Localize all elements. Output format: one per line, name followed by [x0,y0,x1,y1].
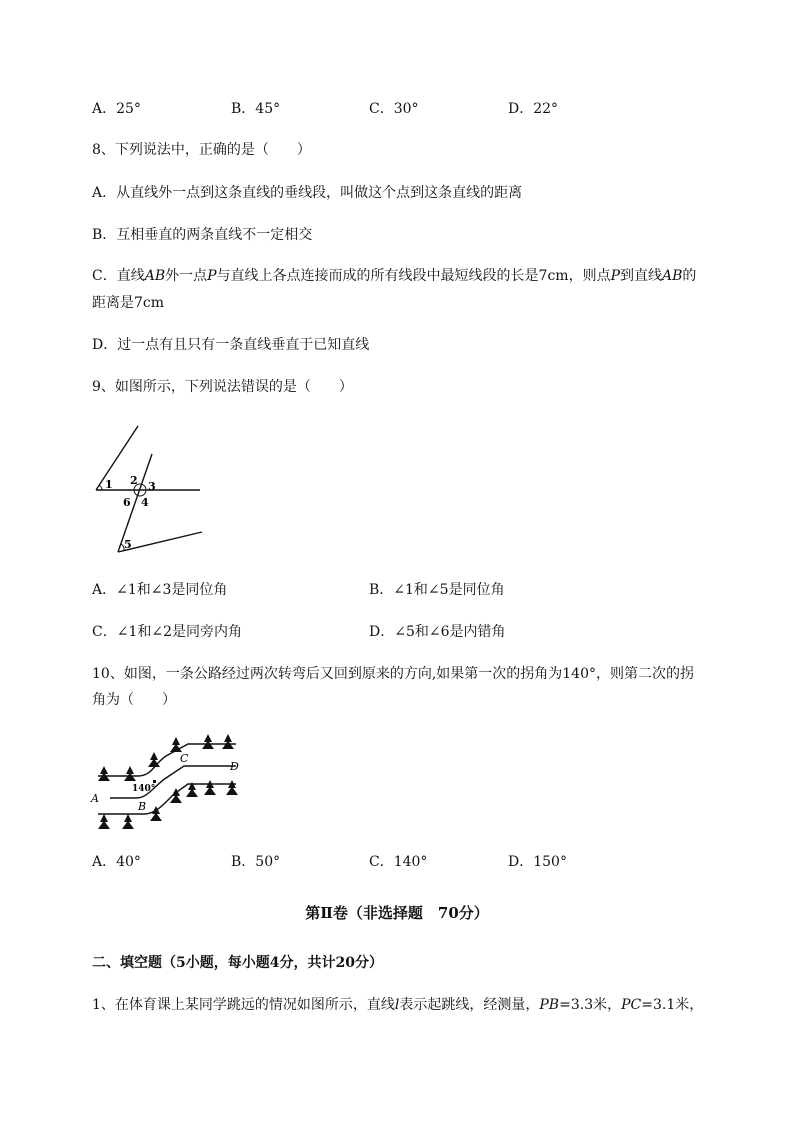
q10-option-d: D．150° [508,854,567,870]
fill-blank-q1: 1、在体育课上某同学跳远的情况如图所示，直线l表示起跳线，经测量，PB=3.3米，PC=3.1米， [92,997,704,1013]
q10-option-a: A．40° [92,854,141,870]
q9-label-5: 5 [124,538,132,551]
q10-label-d: D [230,760,239,773]
q9-label-2: 2 [130,474,138,487]
q8-option-c-line2: 距离是7cm [92,295,165,311]
q10-label-c: C [180,752,189,765]
q7-option-a: A．25° [92,101,141,117]
q10-label-a: A [91,792,99,805]
fill-blank-heading: 二、填空题（5小题，每小题4分，共计20分） [92,955,383,971]
q8-stem: 8、下列说法中，正确的是（ ） [92,142,311,158]
q9-option-a: A．∠1和∠3是同位角 [92,582,228,598]
q8-option-a: A．从直线外一点到这条直线的垂线段，叫做这个点到这条直线的距离 [92,185,523,201]
q9-label-1: 1 [105,478,113,491]
q10-figure [88,728,248,834]
q10-stem-line2: 角为（ ） [92,692,176,708]
q10-stem-line1: 10、如图，一条公路经过两次转弯后又回到原来的方向,如果第一次的拐角为140°，则第二次的拐 [92,666,694,682]
q7-option-c: C．30° [369,101,419,117]
q10-angle-label: 140° [132,784,156,794]
q9-label-4: 4 [141,496,149,509]
q9-figure [90,422,210,560]
q9-option-b: B．∠1和∠5是同位角 [369,582,505,598]
q9-option-c: C．∠1和∠2是同旁内角 [92,624,242,640]
q10-option-b: B．50° [231,854,281,870]
q9-label-6: 6 [123,496,131,509]
q10-label-b: B [138,800,147,813]
section-2-title: 第Ⅱ卷（非选择题 70分） [305,904,489,922]
q9-option-d: D．∠5和∠6是内错角 [369,624,506,640]
q10-option-c: C．140° [369,854,428,870]
q7-option-b: B．45° [231,101,281,117]
q8-option-d: D．过一点有且只有一条直线垂直于已知直线 [92,337,370,353]
q8-option-b: B．互相垂直的两条直线不一定相交 [92,227,313,243]
q9-stem: 9、如图所示，下列说法错误的是（ ） [92,379,353,395]
q8-option-c-line1: C．直线AB外一点P与直线上各点连接而成的所有线段中最短线段的长是7cm，则点P到直线AB的 [92,268,697,284]
q9-label-3: 3 [148,480,156,493]
q7-option-d: D．22° [508,101,559,117]
